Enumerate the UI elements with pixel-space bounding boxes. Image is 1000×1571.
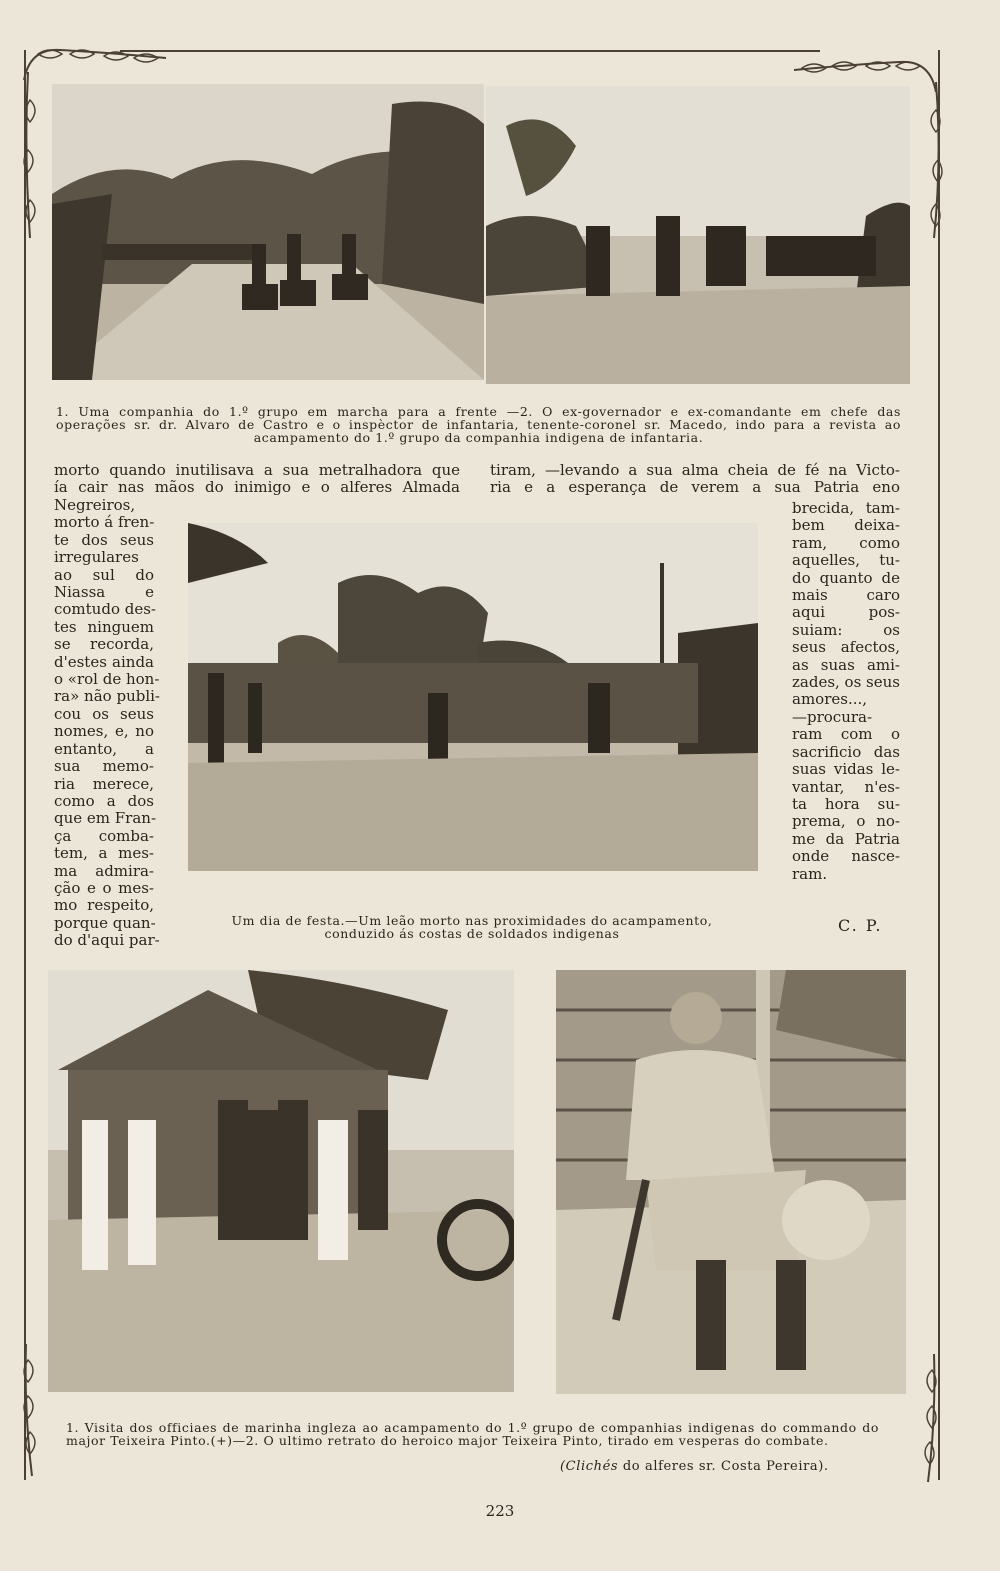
photo-major-teixeira-pinto	[556, 970, 906, 1394]
bottom-caption-line: major Teixeira Pinto.(+)—2. O ultimo retrato do heroico major Teixeira Pinto, tirado em vesperas do combate.	[66, 1433, 829, 1448]
photo-governor-horseback	[486, 86, 910, 384]
article-line: do quanto de	[792, 568, 900, 587]
top-caption-line: operações sr. dr. Alvaro de Castro e o inspèctor de infantaria, tenente-coronel sr. Macedo, indo para a revista ao	[56, 417, 901, 432]
article-line: ria e a esperança de verem a sua Patria eno	[490, 478, 900, 497]
article-line: zades, os seus	[792, 673, 900, 692]
top-caption-line: 1. Uma companhia do 1.º grupo em marcha para a frente —2. O ex-governador e ex-comandante em chefe das	[56, 404, 901, 419]
page-border-top	[120, 50, 820, 52]
article-line: onde nasce-	[792, 847, 900, 866]
article-line: aqui pos-	[792, 603, 900, 622]
author-signature: C. P.	[838, 916, 883, 935]
article-line: Negreiros,	[54, 496, 136, 514]
article-line: que em Fran-	[54, 809, 157, 828]
article-left-column	[54, 496, 160, 950]
article-line: ram.	[792, 864, 828, 883]
photo-credit-italic: (Clichés	[560, 1459, 619, 1474]
photo-company-marching	[52, 84, 484, 380]
article-line: ma admira-	[54, 861, 154, 880]
article-line: suas vidas le-	[792, 760, 900, 779]
article-line: ram, como	[792, 533, 900, 552]
article-right-top	[490, 462, 900, 497]
article-line: mais caro	[792, 586, 900, 605]
article-line: porque quan-	[54, 913, 156, 932]
article-line: se recorda,	[54, 635, 154, 654]
article-line: nomes, e, no	[54, 722, 154, 741]
bottom-caption	[66, 1421, 879, 1447]
article-line: ria merece,	[54, 774, 154, 793]
article-line: tes ninguem	[54, 617, 154, 636]
article-line: Niassa e	[54, 583, 154, 602]
leaf-ornament-bottom-right	[902, 1350, 942, 1485]
leaf-ornament-right-upper	[906, 80, 946, 240]
photo-credit-text: do alferes sr. Costa Pereira).	[618, 1459, 829, 1474]
article-line: cou os seus	[54, 704, 154, 723]
middle-caption-line: Um dia de festa.—Um leão morto nas proximidades do acampamento,	[231, 913, 713, 928]
article-line: tiram, —levando a sua alma cheia de fé na Victo-	[490, 461, 900, 479]
photo-credit	[560, 1460, 860, 1473]
top-caption-line: acampamento do 1.º grupo da companhia indigena de infantaria.	[253, 430, 704, 445]
middle-caption-line: conduzido ás costas de soldados indigenas	[324, 926, 620, 941]
article-line: vantar, n'es-	[792, 777, 900, 796]
article-line: as suas ami-	[792, 655, 900, 674]
article-line: d'estes ainda	[54, 652, 154, 671]
article-line: ao sul do	[54, 565, 154, 584]
article-line: do d'aqui par-	[54, 931, 160, 950]
article-line: brecida, tam-	[792, 499, 900, 517]
article-line: ça comba-	[54, 826, 154, 845]
photo-navy-officers-visit	[48, 970, 514, 1392]
article-line: me da Patria	[792, 829, 900, 848]
article-line: como a dos	[54, 791, 154, 810]
article-line: bem deixa-	[792, 516, 900, 535]
article-line: comtudo des-	[54, 600, 156, 619]
article-line: aquelles, tu-	[792, 551, 900, 570]
article-line: ía cair nas mãos do inimigo e o alferes Almada	[54, 478, 460, 497]
bottom-caption-line: 1. Visita dos officiaes de marinha ingleza ao acampamento do 1.º grupo de companhias indigenas do commando do	[66, 1420, 879, 1435]
article-line: morto á fren-	[54, 513, 155, 532]
article-line: ra» não publi-	[54, 687, 160, 706]
middle-caption	[210, 914, 734, 940]
article-line: o «rol de hon-	[54, 670, 160, 689]
article-line: entanto, a	[54, 739, 154, 758]
article-line: ção e o mes-	[54, 878, 154, 897]
page-number: 223	[485, 1502, 515, 1520]
article-line: —procura-	[792, 707, 873, 726]
article-left-top	[54, 462, 460, 497]
article-line: irregulares	[54, 548, 139, 567]
article-line: mo respeito,	[54, 896, 154, 915]
article-right-column	[792, 500, 900, 883]
top-caption	[56, 405, 901, 444]
article-line: ta hora su-	[792, 794, 900, 813]
article-line: sua memo-	[54, 757, 154, 776]
article-line: sacrificio das	[792, 742, 900, 761]
article-line: prema, o no-	[792, 812, 900, 831]
article-line: seus afectos,	[792, 638, 900, 657]
article-line: te dos seus	[54, 530, 154, 549]
article-line: suiam: os	[792, 620, 900, 639]
article-line: morto quando inutilisava a sua metralhadora que	[54, 461, 460, 479]
article-line: amores...,	[792, 690, 868, 709]
article-line: ram com o	[792, 725, 900, 744]
article-line: tem, a mes-	[54, 844, 154, 863]
photo-festive-day-lion	[188, 523, 758, 871]
